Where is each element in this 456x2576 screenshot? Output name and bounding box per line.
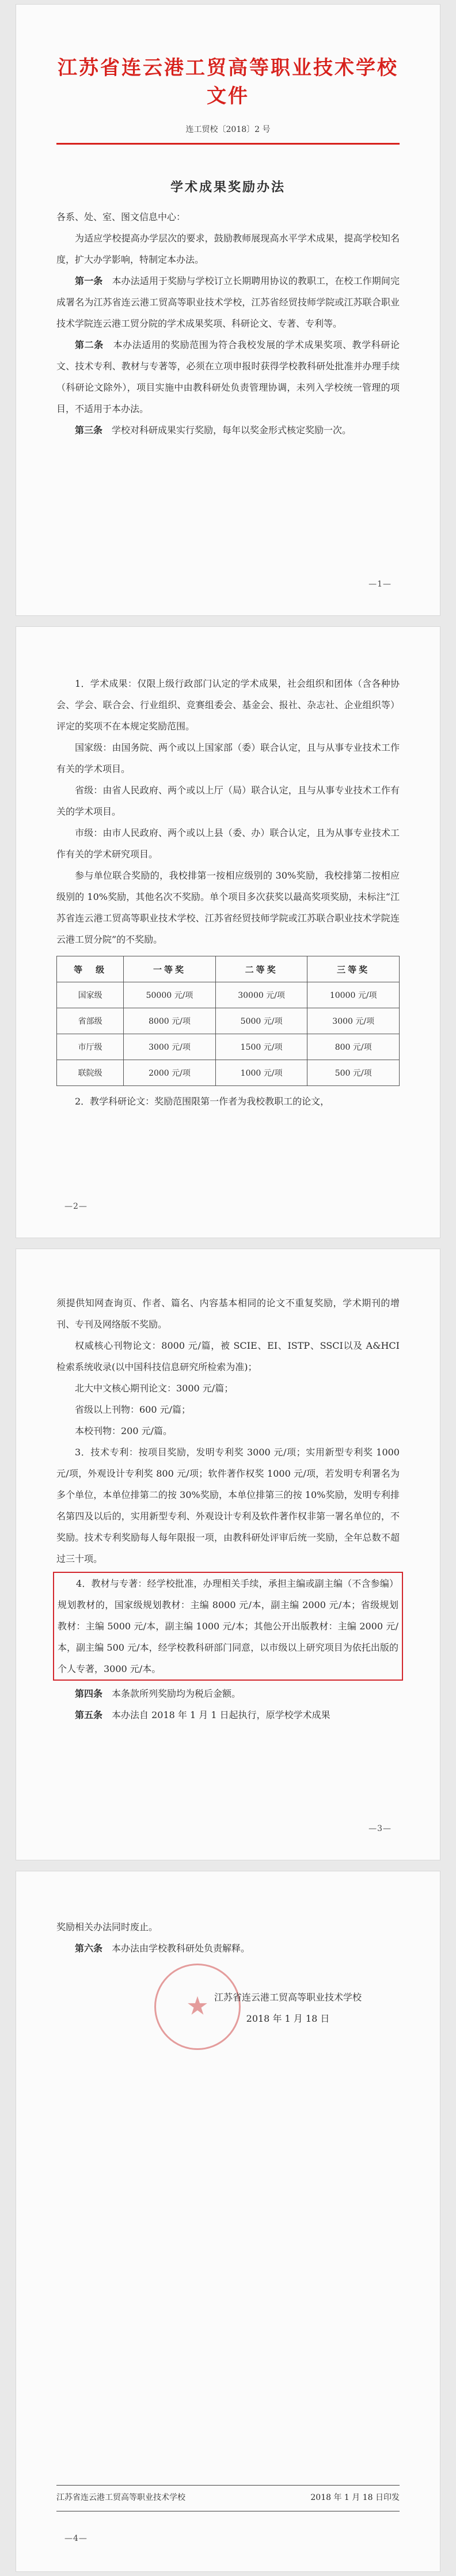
highlighted-textbook-clause xyxy=(53,1572,403,1681)
table-cell: 3000 元/项 xyxy=(307,1008,400,1034)
pku-core-rate: 北大中文核心期刊论文：3000 元/篇； xyxy=(75,1383,234,1394)
authority-journal-rate: 权威核心刊物论文：8000 元/篇，被 SCIE、EI、ISTP、SSCI以及 A&HCI 检索系统收录(以中国科技信息研究所检索为准)； xyxy=(56,1340,400,1372)
item-1-academic: 1．学术成果：仅限上级行政部门认定的学术成果，社会组织和团体（含各种协会、学会、联合会、行业组织、竞赛组委会、基金会、报社、杂志社、企业组织等）评定的奖项不在本规定奖励范围。 xyxy=(56,678,400,732)
intro-paragraph: 为适应学校提高办学层次的要求，鼓励教师展现高水平学术成果，提高学校知名度，扩大办学影响，特制定本办法。 xyxy=(56,233,400,265)
article-6-text: 本办法由学校教科研处负责解释。 xyxy=(112,1943,250,1954)
issue-date: 2018 年 1 月 18 日印发 xyxy=(310,2493,400,2502)
article-2 xyxy=(56,334,400,419)
page-number: —1— xyxy=(368,580,392,589)
table-row xyxy=(57,1034,400,1060)
item-2-papers: 2．教学科研论文：奖励范围限第一作者为我校教职工的论文， xyxy=(75,1096,330,1107)
table-cell: 5000 元/项 xyxy=(215,1008,307,1034)
papers-continued: 须提供知网查询页、作者、篇名、内容基本相同的论文不重复奖励，学术期刊的增刊、专刊及网络版不奖励。 xyxy=(56,1298,400,1330)
article-2-heading: 第二条 xyxy=(75,339,104,350)
table-cell: 500 元/项 xyxy=(307,1060,400,1086)
page-2-body xyxy=(56,673,400,1112)
document-header: 江苏省连云港工贸高等职业技术学校文件 xyxy=(58,56,398,108)
table-cell: 2000 元/项 xyxy=(124,1060,216,1086)
school-journal-rate: 本校刊物：200 元/篇。 xyxy=(75,1425,173,1436)
table-cell: 3000 元/项 xyxy=(124,1034,216,1060)
page-number: —3— xyxy=(368,1824,392,1833)
salutation: 各系、处、室、图文信息中心： xyxy=(56,211,186,222)
article-6-heading: 第六条 xyxy=(75,1943,103,1954)
article-4-heading: 第四条 xyxy=(75,1688,103,1699)
signature-block xyxy=(184,1987,392,2029)
article-4 xyxy=(56,1683,400,1704)
article-1 xyxy=(56,270,400,334)
article-5-text: 本办法自 2018 年 1 月 1 日起执行，原学校学术成果 xyxy=(112,1709,330,1720)
document-page-4 xyxy=(16,1871,440,2571)
page-number: —4— xyxy=(64,2534,88,2543)
signing-date: 2018 年 1 月 18 日 xyxy=(246,2013,330,2024)
level-provincial: 省级：由省人民政府、两个或以上厅（局）联合认定，且与从事专业技术工作有关的学术项目。 xyxy=(56,785,400,817)
table-cell: 8000 元/项 xyxy=(124,1008,216,1034)
document-page-2 xyxy=(16,627,440,1238)
document-page-1 xyxy=(16,5,440,615)
page-number: —2— xyxy=(64,1202,88,1211)
table-cell: 联院级 xyxy=(57,1060,124,1086)
article-3 xyxy=(56,419,400,441)
table-header: 等 级 xyxy=(57,956,124,982)
article-3-text: 学校对科研成果实行奖励，每年以奖金形式核定奖励一次。 xyxy=(112,425,352,436)
item-3-patents: 3．技术专利：按项目奖励，发明专利奖 3000 元/项；实用新型专利奖 1000 元/项，外观设计专利奖 800 元/项；软件著作权奖 1000 元/项，若发明专利署名为多个单位，本单位排第二的按 30%奖励，本单位排第三的按 10%奖励，发明专利排名第四及以后的，实用新型专利、外观设计专利及软件著作权非第一署名单位的，不奖励。技术专利奖励每人每年限报一项，由教科研处评审后统一奖励，全年总数不超过三十项。 xyxy=(56,1447,400,1564)
page-4-body xyxy=(56,1916,400,1959)
table-header: 二等奖 xyxy=(215,956,307,982)
article-6 xyxy=(56,1938,400,1959)
table-cell: 30000 元/项 xyxy=(215,982,307,1008)
table-cell: 1000 元/项 xyxy=(215,1060,307,1086)
article-1-heading: 第一条 xyxy=(75,275,103,286)
document-title: 学术成果奖励办法 xyxy=(170,180,286,195)
table-row xyxy=(57,982,400,1008)
article-4-text: 本条款所列奖励均为税后金额。 xyxy=(112,1688,241,1699)
level-national: 国家级：由国务院、两个或以上国家部（委）联合认定，且与从事专业技术工作有关的学术项目。 xyxy=(56,742,400,774)
table-cell: 省部级 xyxy=(57,1008,124,1034)
table-row xyxy=(57,1008,400,1034)
table-cell: 国家级 xyxy=(57,982,124,1008)
table-cell: 市厅级 xyxy=(57,1034,124,1060)
document-number: 连工贸校〔2018〕2 号 xyxy=(185,125,271,134)
issuance-line xyxy=(56,2491,400,2503)
table-cell: 800 元/项 xyxy=(307,1034,400,1060)
table-cell: 50000 元/项 xyxy=(124,982,216,1008)
article-5-continued: 奖励相关办法同时废止。 xyxy=(56,1921,158,1932)
page-3-body xyxy=(56,1292,400,1726)
article-2-text: 本办法适用的奖励范围为符合我校发展的学术成果奖项、教学科研论文、技术专利、教材与专著等，必须在立项申报时获得学校教科研处批准并办理手续（科研论文除外），项目实施中由教科研处负责管理协调，未列入学校统一管理的项目，不适用于本办法。 xyxy=(56,339,400,414)
table-row xyxy=(57,1060,400,1086)
table-cell: 1500 元/项 xyxy=(215,1034,307,1060)
footer-divider-top xyxy=(56,2485,400,2486)
table-cell: 10000 元/项 xyxy=(307,982,400,1008)
article-5-heading: 第五条 xyxy=(75,1709,103,1720)
issuer-name: 江苏省连云港工贸高等职业技术学校 xyxy=(56,2493,185,2502)
table-header-row xyxy=(57,956,400,982)
item-4-textbooks: 4．教材与专著：经学校批准，办理相关手续，承担主编或副主编（不含参编）规划教材的，国家级规划教材：主编 8000 元/本，副主编 2000 元/本；省级规划教材：主编 5000 元/本，副主编 1000 元/本；其他公开出版教材：主编 2000 元/本，副主编 500 元/本，经学校教科研部门同意，以市级以上研究项目为依托出版的个人专著，3000 元/本。 xyxy=(58,1578,398,1674)
article-3-heading: 第三条 xyxy=(75,425,103,436)
level-city: 市级：由市人民政府、两个或以上县（委、办）联合认定，且为从事专业技术工作有关的学术研究项目。 xyxy=(56,827,400,860)
award-table xyxy=(56,956,400,1086)
joint-award-rule: 参与单位联合奖励的，我校排第一按相应级别的 30%奖励，我校排第二按相应级别的 10%奖励，其他名次不奖励。单个项目多次获奖以最高奖项奖励，未标注“江苏省连云港工贸高等职业技术学校、江苏省经贸技师学院或江苏联合职业技术学院连云港工贸分院”的不奖励。 xyxy=(56,870,400,945)
signing-school: 江苏省连云港工贸高等职业技术学校 xyxy=(214,1992,362,2003)
table-header: 一等奖 xyxy=(124,956,216,982)
red-divider xyxy=(56,143,400,145)
article-1-text: 本办法适用于奖励与学校订立长期聘用协议的教职工，在校工作期间完成署名为江苏省连云港工贸高等职业技术学校，江苏省经贸技师学院或江苏联合职业技术学院连云港工贸分院的学术成果奖项、科研论文、专著、专利等。 xyxy=(56,275,400,329)
document-page-3 xyxy=(16,1249,440,1860)
provincial-journal-rate: 省级以上刊物：600 元/篇； xyxy=(75,1404,191,1415)
article-5 xyxy=(56,1704,400,1726)
table-header: 三等奖 xyxy=(307,956,400,982)
page-1-body xyxy=(56,206,400,441)
